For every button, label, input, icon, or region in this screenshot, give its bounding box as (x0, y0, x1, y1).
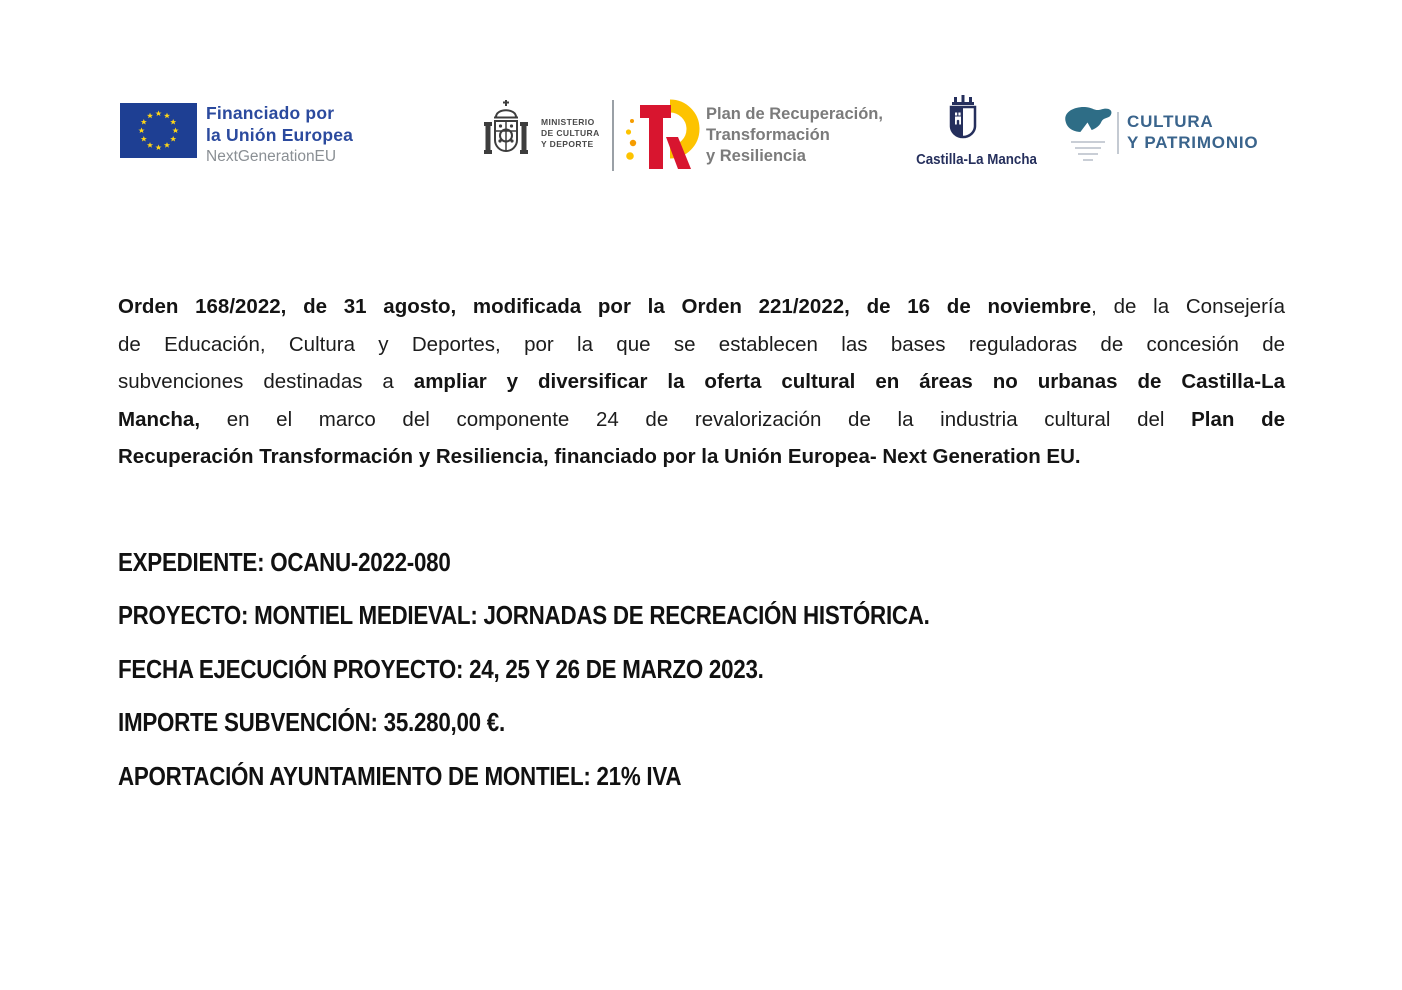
eu-funding-logo (206, 102, 353, 167)
eu-program-label: NextGenerationEU (206, 148, 337, 165)
aportacion-line: APORTACIÓN AYUNTAMIENTO DE MONTIEL: 21% IVA (118, 761, 682, 791)
proyecto-line: PROYECTO: MONTIEL MEDIEVAL: JORNADAS DE RECREACIÓN HISTÓRICA. (118, 600, 930, 630)
header-divider-1 (612, 100, 614, 171)
importe-subvencion-line: IMPORTE SUBVENCIÓN: 35.280,00 €. (118, 707, 505, 737)
ministry-line3: Y DEPORTE (541, 139, 594, 149)
paragraph-line: subvenciones destinadas a ampliar y diversificar la oferta cultural en áreas no urbanas de Castilla-La (118, 370, 1286, 394)
prtr-line2: Transformación (706, 126, 830, 144)
paragraph-line: Orden 168/2022, de 31 agosto, modificada por la Orden 221/2022, de 16 de noviembre, de la Consejería (118, 295, 1285, 318)
spain-coat-of-arms-icon (481, 99, 531, 169)
prtr-line3: y Resiliencia (706, 147, 806, 165)
eu-flag-icon (120, 103, 197, 158)
paragraph-line: de Educación, Cultura y Deportes, por la que se establecen las bases reguladoras de concesión de (118, 332, 1285, 356)
castilla-la-mancha-logo (912, 95, 1037, 168)
ministry-culture-logo (541, 117, 600, 150)
expediente-line: EXPEDIENTE: OCANU-2022-080 (118, 547, 451, 577)
order-paragraph (118, 288, 1285, 476)
ministry-line1: MINISTERIO (541, 117, 595, 127)
eu-funded-line1: Financiado por (206, 103, 335, 123)
ministry-line2: DE CULTURA (541, 128, 600, 138)
cultura-smallprint (1069, 141, 1107, 165)
cultura-icon (1061, 104, 1114, 136)
cultura-line1: CULTURA (1127, 112, 1214, 131)
cultura-line2: Y PATRIMONIO (1127, 133, 1259, 152)
paragraph-line: Recuperación Transformación y Resiliencia, financiado por la Unión Europea- Next Generation EU. (118, 445, 1081, 469)
prtr-tr-icon (624, 99, 700, 173)
prtr-line1: Plan de Recuperación, (706, 105, 883, 123)
cultura-patrimonio-logo (1127, 111, 1258, 153)
paragraph-line: Mancha, en el marco del componente 24 de revalorización de la industria cultural del Plan de (118, 407, 1285, 431)
prtr-logo (706, 104, 883, 167)
eu-funded-line2: la Unión Europea (206, 125, 354, 145)
fecha-ejecucion-line: FECHA EJECUCIÓN PROYECTO: 24, 25 Y 26 DE MARZO 2023. (118, 654, 764, 684)
clm-shield-icon (912, 95, 1014, 150)
clm-label: Castilla-La Mancha (916, 152, 1037, 168)
header-divider-2 (1117, 112, 1119, 154)
